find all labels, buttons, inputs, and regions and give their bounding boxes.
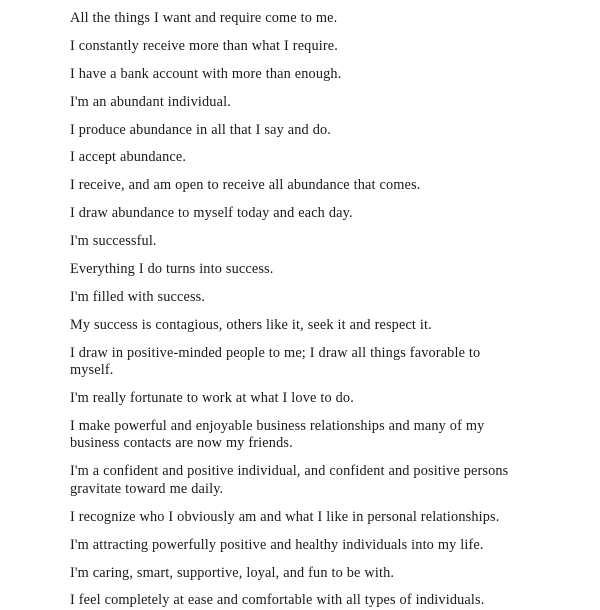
affirmation-line: I'm successful. bbox=[70, 233, 157, 250]
affirmation-line: Everything I do turns into success. bbox=[70, 261, 274, 278]
affirmation-line: I produce abundance in all that I say and do. bbox=[70, 121, 332, 138]
affirmation-line: I draw abundance to myself today and each day. bbox=[70, 205, 353, 222]
affirmation-line: I'm an abundant individual. bbox=[70, 93, 231, 110]
affirmation-list bbox=[70, 10, 525, 610]
affirmation-line: I accept abundance. bbox=[70, 149, 187, 166]
affirmation-line: All the things I want and require come to me. bbox=[70, 10, 338, 26]
affirmation-line: I recognize who I obviously am and what I like in personal relationships. bbox=[70, 508, 500, 525]
affirmation-line: My success is contagious, others like it, seek it and respect it. bbox=[70, 316, 432, 333]
affirmation-line: I draw in positive-minded people to me; I draw all things favorable to myself. bbox=[70, 344, 481, 379]
affirmation-line: I feel completely at ease and comfortable with all types of individuals. bbox=[70, 592, 485, 609]
affirmation-line: I receive, and am open to receive all abundance that comes. bbox=[70, 177, 421, 194]
affirmation-line: I'm caring, smart, supportive, loyal, and fun to be with. bbox=[70, 564, 395, 581]
affirmation-line: I'm really fortunate to work at what I love to do. bbox=[70, 390, 354, 407]
affirmation-line: I make powerful and enjoyable business relationships and many of my business contacts are now my friends. bbox=[70, 417, 485, 452]
affirmation-line: I'm filled with success. bbox=[70, 288, 206, 305]
affirmation-line: I'm a confident and positive individual, and confident and positive persons gravitate toward me daily. bbox=[70, 463, 509, 497]
affirmation-line: I'm attracting powerfully positive and healthy individuals into my life. bbox=[70, 536, 484, 553]
affirmation-line: I have a bank account with more than enough. bbox=[70, 65, 342, 82]
affirmation-line: I constantly receive more than what I require. bbox=[70, 37, 338, 54]
